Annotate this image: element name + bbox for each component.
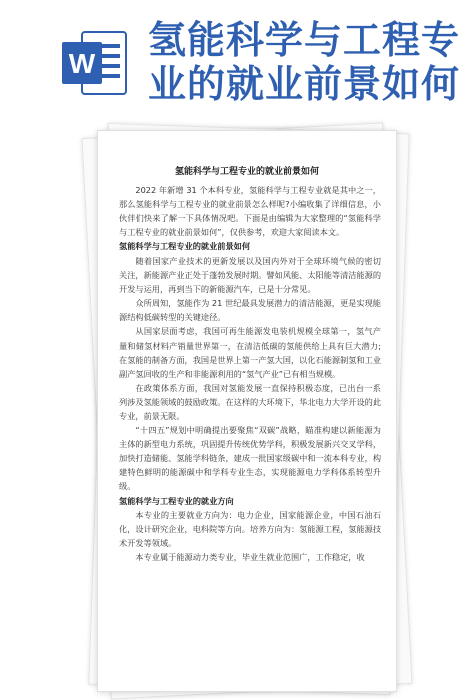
banner-title <box>148 18 460 106</box>
body-paragraph: 本专业的主要就业方向为：电力企业，国家能源企业，中国石油石化，设计研究企业，电科院等方向。培养方向为：氢能源工程，氢能源技术开发等领域。 <box>119 510 382 549</box>
section-heading: 氢能科学与工程专业的就业方向 <box>119 495 234 506</box>
body-paragraph: “十四五”规划中明确提出要聚焦“双碳”战略，瞄准构建以新能源为主体的新型电力系统，巩固提升传统优势学科，积极发展新兴交叉学科，加快打造储能、氢能学科链条，建成一批国家级碳中和一流本科专业，构建特色鲜明的能源碳中和学科专业生态，实现能源电力学科体系转型升级。 <box>119 425 382 492</box>
body-paragraph: 众所周知，氢能作为 21 世纪最具发展潜力的清洁能源，更是实现能源结构低碳转型的关键途径。 <box>119 298 381 323</box>
body-paragraph: 从国家层面考虑，我国可再生能源发电装机规模全球第一，氢气产量和储氢材料产销量世界第一，在清洁低碳的氢能供给上具有巨大潜力;在氢能的制备方面，我国是世界上第一产氢大国，以化石能源制氢和工业副产氢回收的生产和非能源利用的“氢气产业”已有相当规模。 <box>119 326 382 379</box>
intro-paragraph: 2022 年新增 31 个本科专业，氢能科学与工程专业就是其中之一，那么氢能科学与工程专业的就业前景怎么样呢?小编收集了详细信息，小伙伴们快来了解一下具体情况吧。下面是由编辑为大家整理的“氢能科学与工程专业的就业前景如何”，仅供参考，欢迎大家阅读本文。 <box>119 185 381 238</box>
svg-text:W: W <box>68 48 96 79</box>
document-page <box>97 130 397 692</box>
banner <box>0 0 474 108</box>
body-paragraph: 本专业属于能源动力类专业，毕业生就业范围广，工作稳定，收 <box>135 552 365 563</box>
document-title: 氢能科学与工程专业的就业前景如何 <box>174 167 319 177</box>
body-paragraph: 随着国家产业技术的更新发展以及国内外对于全球环境气候的密切关注，新能源产业正处于蓬勃发展时期。譬如风能、太阳能等清洁能源的开发与运用，再到当下的新能源汽车，已是十分常见。 <box>119 255 382 295</box>
body-paragraph: 在政策体系方面，我国对氢能发展一直保持积极态度，已出台一系列涉及氢能领域的鼓励政策。在这样的大环境下，华北电力大学开设的此专业，前景无限。 <box>119 382 382 421</box>
banner-title-line-1: 氢能科学与工程专 <box>148 18 461 62</box>
banner-title-line-2: 业的就业前景如何 <box>148 62 461 106</box>
section-heading: 氢能科学与工程专业的就业前景如何 <box>119 241 251 252</box>
word-document-icon <box>60 28 130 98</box>
document-body <box>119 183 381 565</box>
